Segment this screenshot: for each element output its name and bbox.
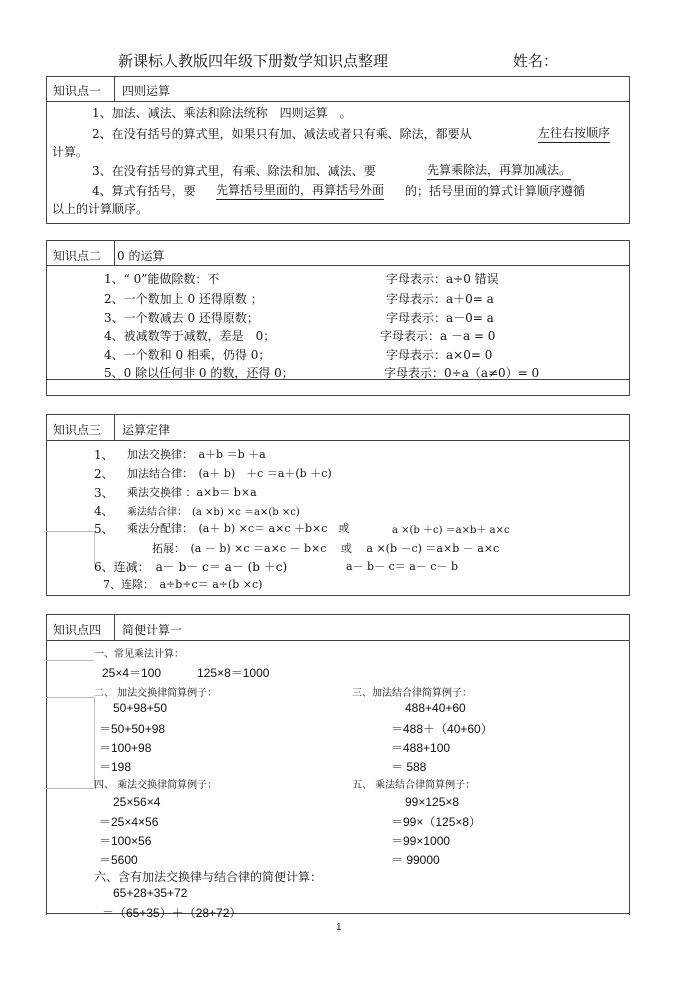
s1-line1: 1、加法、减法、乘法和除法统称 四则运算 。 (92, 106, 352, 120)
s3-r2-num: 2、 (94, 467, 114, 481)
s3-r5-b: a ×(b ＋c) ＝a×b＋ a×c (392, 525, 510, 536)
s1-line4-underline: 先算括号里面的，再算括号外面 (216, 181, 384, 200)
s3-r2: 加法结合律： (a＋ b) ＋c ＝a＋(b ＋c) (127, 467, 332, 480)
name-label: 姓名： (513, 52, 559, 70)
s4-h4: 四、 乘法交换律简算例子： (94, 780, 218, 791)
s4-c4-2: ＝100×56 (99, 834, 152, 848)
s2-row3-left: 3、一个数减去 0 还得原数； (104, 311, 259, 325)
s2-row2-left: 2、一个数加上 0 还得原数 ； (104, 292, 263, 306)
s4-c5-2: ＝99×1000 (391, 834, 451, 848)
s2-row6-right: 字母表示：0÷a（a≠0）= 0 (384, 366, 540, 380)
s4-c3-0: 488+40+60 (405, 701, 466, 715)
s4-c2-0: 50+98+50 (113, 701, 168, 715)
s3-r1-num: 1、 (94, 448, 114, 462)
s1-line3-underline: 先算乘除法，再算加减法。 (427, 161, 571, 180)
s3-r4: 乘法结合律： (a ×b) ×c ＝a×(b ×c) (127, 507, 300, 518)
s4-h1: 一、常见乘法计算： (94, 649, 184, 660)
s4-c6-0: 65+28+35+72 (113, 886, 188, 900)
s4-c4-1: ＝25×4×56 (99, 815, 159, 829)
section-3-title: 运算定律 (122, 423, 171, 437)
s1-line3: 3、在没有括号的算式里，有乘、除法和加、减法、要 (92, 164, 376, 178)
s4-h6: 六、含有加法交换律与结合律的简便计算： (94, 870, 323, 884)
s4-c5-0: 99×125×8 (405, 795, 460, 809)
section-3-label: 知识点三 (53, 423, 102, 437)
s3-r3: 乘法交换律 ：a×b＝ b×a (127, 486, 257, 499)
s3-r7: 7、连除： a÷b÷c＝ a÷(b ×c) (103, 578, 263, 591)
s3-r6: 6、连减： a－ b－ c＝ a－ (b ＋c) (94, 560, 288, 574)
s1-line2-underline: 左往右按顺序 (538, 124, 610, 143)
s4-c3-2: ＝488+100 (391, 741, 451, 755)
s4-c5-1: ＝99×（125×8） (391, 815, 482, 829)
page-title: 新课标人教版四年级下册数学知识点整理 (118, 52, 389, 70)
s4-h3: 三、加法结合律简算例子： (352, 688, 472, 699)
s1-line4-b: 的；括号里面的算式计算顺序遵循 (405, 184, 586, 198)
s3-r5-num: 5、 (94, 522, 114, 536)
s3-r5: 乘法分配律： (a＋ b) ×c＝ a×c ＋b×c 或 (127, 522, 350, 535)
s4-c3-3: ＝ 588 (391, 760, 427, 774)
section-4-label: 知识点四 (53, 623, 102, 637)
s2-row5-right: 字母表示：a×0= 0 (386, 348, 493, 362)
section-4-title: 简便计算一 (122, 623, 183, 637)
s4-c2-2: ＝100+98 (99, 741, 152, 755)
s3-r1: 加法交换律： a＋b ＝b ＋a (127, 448, 266, 461)
s4-c2-1: ＝50+50+98 (99, 722, 166, 736)
section-1-label: 知识点一 (53, 84, 102, 98)
s2-row5-left: 4、一个数和 0 相乘，仍得 0； (104, 348, 271, 362)
s3-r4-num: 4、 (94, 504, 114, 518)
s1-line4-cont: 以上的计算顺序。 (52, 202, 149, 216)
s4-c6-1: ＝（65+35）＋（28+72） (102, 906, 242, 920)
section-2-title: 0 的运算 (117, 249, 165, 263)
s4-h5: 五、 乘法结合律简算例子： (352, 780, 476, 791)
s1-line2: 2、在没有括号的算式里，如果只有加、减法或者只有乘、除法，都要从 (92, 127, 472, 141)
s4-h2: 二、 加法交换律简算例子： (94, 688, 218, 699)
s2-row4-left: 4、被减数等于减数，差是 0； (104, 329, 276, 343)
s4-c4-0: 25×56×4 (113, 795, 161, 809)
s3-r3-num: 3、 (94, 486, 114, 500)
page-number: 1 (336, 922, 342, 933)
section-1-title: 四则运算 (122, 84, 171, 98)
s3-r5-ext: 拓展： (a － b) ×c ＝a×c － b×c 或 a ×(b －c) ＝a×b － a×c (152, 542, 500, 555)
s2-row4-right: 字母表示：a －a = 0 (380, 329, 496, 343)
s4-c2-3: ＝198 (99, 760, 132, 774)
s4-c5-3: ＝ 99000 (391, 853, 440, 867)
s4-c4-3: ＝5600 (99, 853, 138, 867)
s2-row6-left: 5、0 除以任何非 0 的数，还得 0； (104, 366, 294, 380)
s2-row1-right: 字母表示：a÷0 错误 (386, 272, 499, 286)
s1-line4: 4、算式有括号，要 (92, 184, 196, 198)
s4-e1: 25×4＝100 125×8＝1000 (102, 666, 270, 680)
s1-line2-cont: 计算。 (52, 145, 89, 159)
s3-r6-b: a－ b－ c＝ a－ c－ b (346, 560, 459, 573)
section-2-label: 知识点二 (53, 249, 102, 263)
s2-row3-right: 字母表示：a－0= a (386, 311, 494, 325)
s4-c3-1: ＝488＋（40+60） (391, 722, 493, 736)
s2-row1-left: 1、“ 0”能做除数：不 (104, 272, 220, 286)
s2-row2-right: 字母表示：a＋0= a (386, 292, 494, 306)
